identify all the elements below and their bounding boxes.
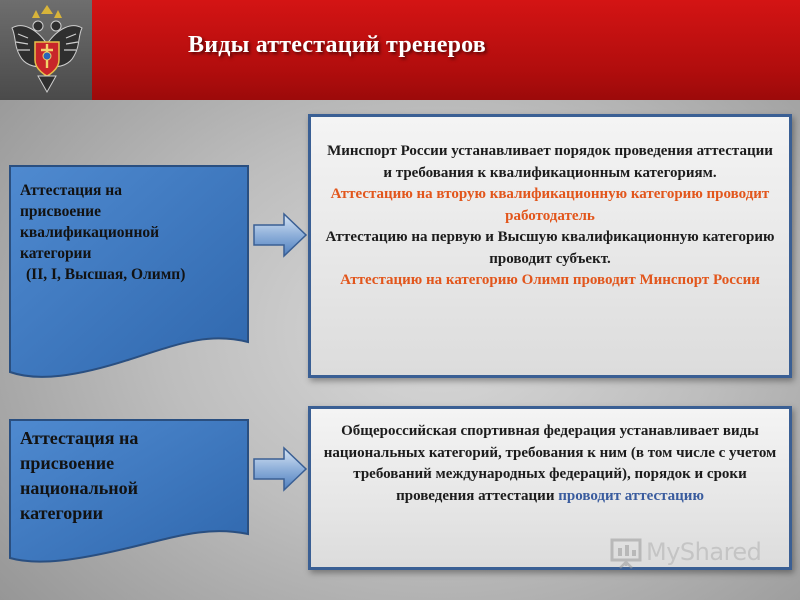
qualification-attestation-label [20,180,242,285]
rules-paragraph: Минспорт России устанавливает порядок проведения аттестации и требования к квалификационным категориям. [327,143,773,181]
left-line: национальной [20,478,139,498]
national-attestation-label [20,426,242,526]
qualification-attestation-box [8,164,250,384]
left-line: (II, I, Высшая, Олимп) [26,266,186,283]
left-line: присвоение [20,203,101,220]
left-line: присвоение [20,453,115,473]
rules-paragraph-highlight: Аттестацию на категорию Олимп проводит Минспорт России [340,272,760,288]
arrow-right-icon [252,212,308,258]
rules-paragraph: Аттестацию на первую и Высшую квалификационную категорию проводит субъект. [325,229,775,267]
slide-title: Виды аттестаций тренеров [188,31,486,58]
left-line: категории [20,503,103,523]
national-attestation-box [8,418,250,568]
qualification-rules-panel [308,114,792,378]
minsport-eagle-emblem-icon [8,4,86,96]
watermark [606,534,766,574]
left-line: Аттестация на [20,428,139,448]
header-band [92,0,800,100]
title-bar [92,0,800,100]
arrow-right-icon [252,446,308,492]
rules-paragraph-highlight: Аттестацию на вторую квалификационную категорию проводит работодатель [330,186,770,224]
watermark-text: MyShared [646,538,762,566]
left-line: Аттестация на [20,182,122,199]
left-line: квалификационной [20,224,160,241]
left-line: категории [20,245,92,262]
presentation-board-icon [608,534,644,570]
federation-text: Общероссийская спортивная федерация устанавливает виды национальных категорий, требования к ним (в том числе с учетом требований международных федераций), порядок и сроки проведения аттестации [323,423,777,504]
federation-text-highlight: проводит аттестацию [558,487,704,504]
header-logo-area [0,0,92,100]
